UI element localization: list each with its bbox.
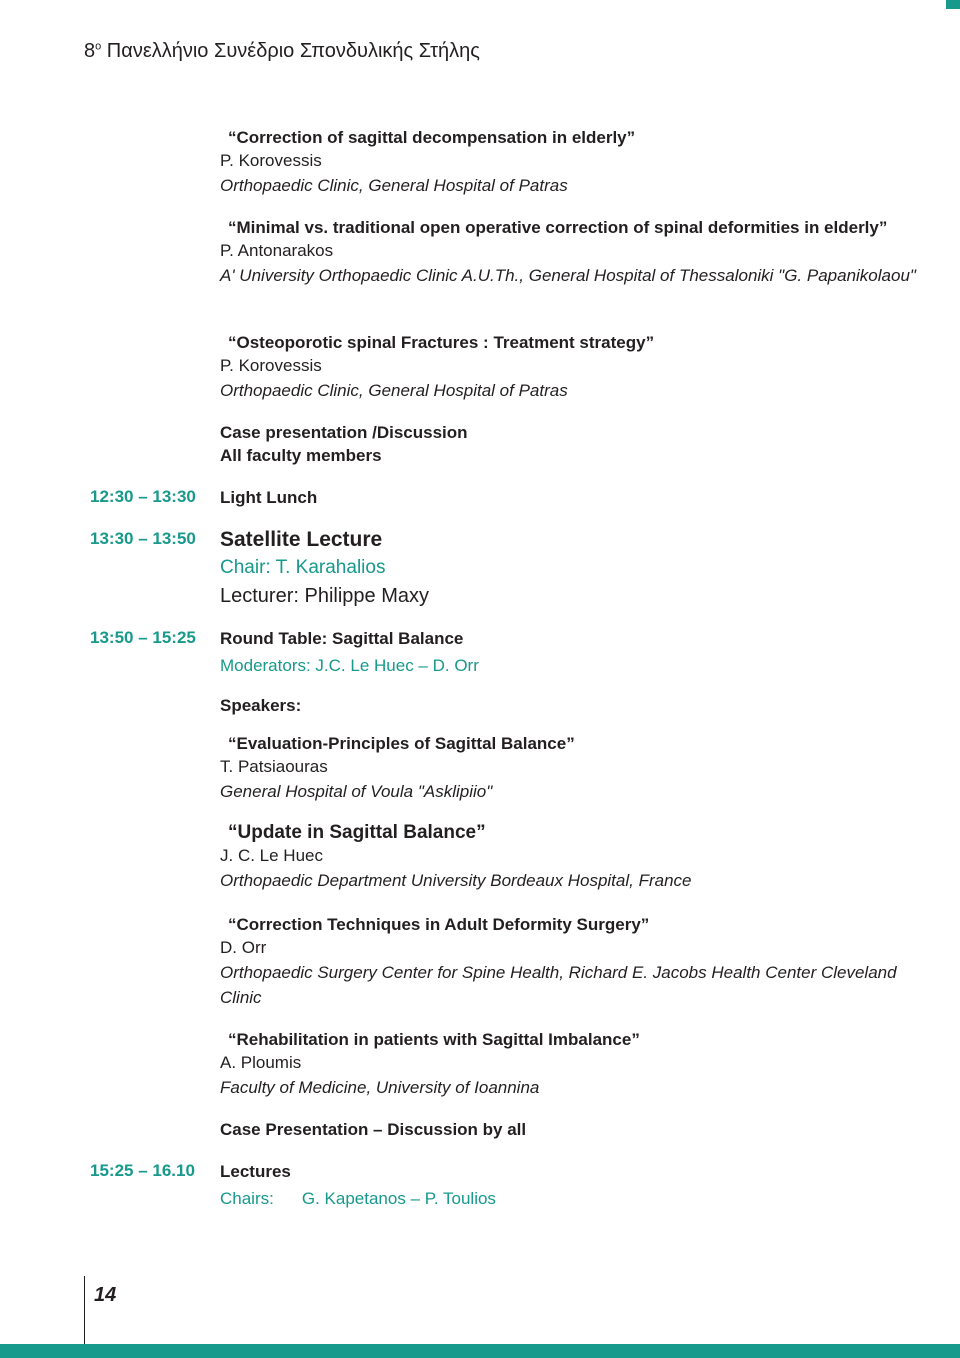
rt-talk-1 [220, 732, 920, 804]
satellite-title: Satellite Lecture [220, 528, 383, 551]
lectures-chairs-label: Chairs: [220, 1189, 274, 1208]
case-title: Case presentation /Discussion [220, 423, 468, 442]
rt-talk-2 [220, 821, 920, 893]
talk-2 [220, 216, 920, 288]
satellite-time: 13:30 – 13:50 [90, 529, 196, 548]
page-header [84, 40, 480, 63]
talk-title: “Update in Sagittal Balance” [228, 822, 486, 843]
header-title: Πανελλήνιο Συνέδριο Σπονδυλικής Στήλης [101, 40, 480, 62]
talk-speaker: D. Orr [220, 938, 267, 957]
talk-title-text: Evaluation-Principles of Sagittal Balance [236, 734, 567, 753]
case-faculty: All faculty members [220, 446, 382, 465]
talk-title-text: Minimal vs. traditional open operative correction of spinal deformities in elderly [236, 218, 879, 237]
roundtable-speakers-label: Speakers: [220, 696, 302, 715]
talk-speaker: P. Korovessis [220, 151, 322, 170]
talk-speaker: P. Korovessis [220, 356, 322, 375]
talk-title-text: Osteoporotic spinal Fractures : Treatment strategy [236, 333, 646, 352]
talk-affiliation: Orthopaedic Clinic, General Hospital of Patras [220, 176, 568, 195]
roundtable-block [220, 626, 920, 717]
talk-title-text: Update in Sagittal Balance [237, 822, 477, 843]
lunch-time: 12:30 – 13:30 [90, 487, 196, 506]
rt-talk-3 [220, 913, 920, 1010]
talk-speaker: T. Patsiaouras [220, 757, 328, 776]
talk-affiliation: Orthopaedic Department University Bordeaux Hospital, France [220, 871, 692, 890]
talk-title: “Minimal vs. traditional open operative correction of spinal deformities in elderly” [228, 218, 888, 237]
bottom-accent-bar [0, 1344, 960, 1358]
talk-title: “Osteoporotic spinal Fractures : Treatment strategy” [228, 333, 655, 352]
talk-speaker: J. C. Le Huec [220, 846, 323, 865]
talk-affiliation: Faculty of Medicine, University of Ioannina [220, 1078, 540, 1097]
lectures-block [220, 1159, 920, 1211]
roundtable-moderators: Moderators: J.C. Le Huec – D. Orr [220, 656, 479, 675]
talk-affiliation: Orthopaedic Clinic, General Hospital of Patras [220, 381, 568, 400]
header-sup: ο [95, 40, 102, 53]
talk-affiliation: Orthopaedic Surgery Center for Spine Health, Richard E. Jacobs Health Center Cleveland Clinic [220, 963, 897, 1007]
page-number-rule [84, 1276, 85, 1346]
roundtable-time: 13:50 – 15:25 [90, 628, 196, 647]
satellite-lecturer: Lecturer: Philippe Maxy [220, 585, 429, 607]
talk-speaker: A. Ploumis [220, 1053, 302, 1072]
talk-speaker: P. Antonarakos [220, 241, 334, 260]
rt-talk-4 [220, 1028, 920, 1100]
lectures-time: 15:25 – 16.10 [90, 1161, 195, 1180]
header-number: 8 [84, 40, 96, 62]
case2-title: Case Presentation – Discussion by all [220, 1120, 527, 1139]
lectures-title: Lectures [220, 1162, 291, 1181]
talk-title-text: Rehabilitation in patients with Sagittal Imbalance [236, 1030, 632, 1049]
roundtable-title: Round Table: Sagittal Balance [220, 629, 464, 648]
corner-accent [946, 0, 960, 9]
lunch-title: Light Lunch [220, 488, 318, 507]
talk-title-text: Correction of sagittal decompensation in elderly [236, 128, 627, 147]
satellite-chair: Chair: T. Karahalios [220, 557, 386, 578]
talk-3 [220, 331, 920, 403]
talk-1 [220, 126, 920, 198]
lectures-chairs [220, 1186, 920, 1211]
talk-title: “Evaluation-Principles of Sagittal Balance” [228, 734, 575, 753]
lunch-block [220, 486, 920, 509]
satellite-block [220, 526, 920, 610]
talk-affiliation: A' University Orthopaedic Clinic A.U.Th., General Hospital of Thessaloniki "G. Papanikolaou" [220, 266, 916, 285]
case-discussion-2 [220, 1118, 920, 1141]
case-discussion [220, 421, 920, 467]
talk-title: “Correction Techniques in Adult Deformity Surgery” [228, 915, 650, 934]
talk-affiliation: General Hospital of Voula "Asklipiio" [220, 782, 493, 801]
page-number: 14 [94, 1284, 117, 1306]
talk-title: “Correction of sagittal decompensation in elderly” [228, 128, 636, 147]
talk-title: “Rehabilitation in patients with Sagittal Imbalance” [228, 1030, 640, 1049]
lectures-chairs-names: G. Kapetanos – P. Toulios [301, 1189, 496, 1208]
talk-title-text: Correction Techniques in Adult Deformity Surgery [236, 915, 641, 934]
